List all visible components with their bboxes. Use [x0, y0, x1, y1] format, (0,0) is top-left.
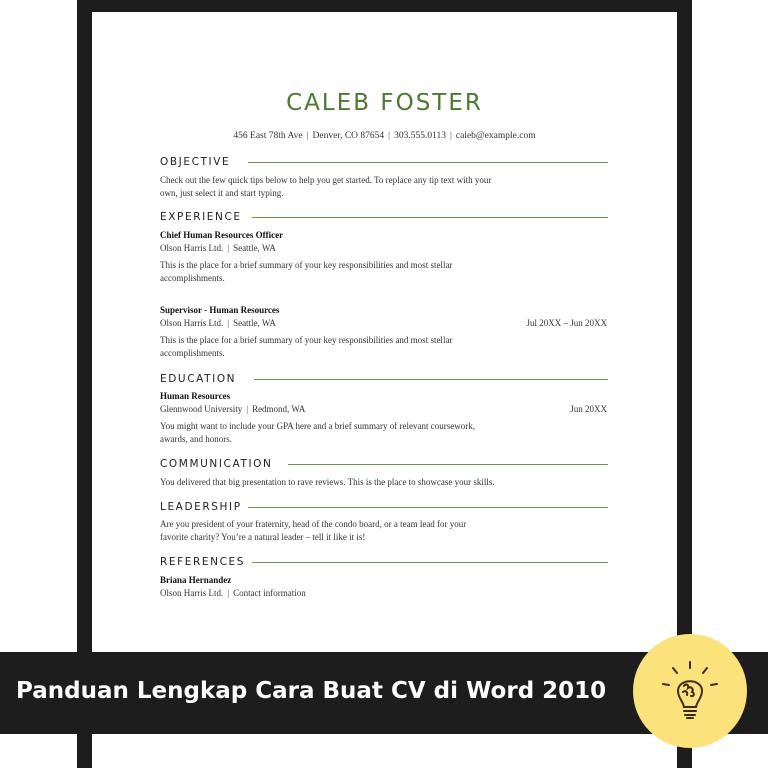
job-summary-line2: accomplishments. [160, 348, 225, 358]
contact-address: 456 East 78th Ave [233, 131, 303, 141]
section-title-objective: OBJECTIVE [160, 156, 231, 168]
reference-company-line [160, 588, 306, 598]
section-title-communication: COMMUNICATION [160, 458, 273, 470]
section-divider [248, 507, 608, 508]
job-company-line [160, 243, 276, 253]
job-location: Seattle, WA [233, 243, 276, 253]
section-title-leadership: LEADERSHIP [160, 501, 242, 513]
reference-detail: Contact information [233, 588, 306, 598]
leadership-text-line2: favorite charity? You’re a natural leader – tell it like it is! [160, 532, 366, 542]
education-school-line [160, 404, 305, 414]
education-dates: Jun 20XX [570, 404, 607, 414]
education-text-line2: awards, and honors. [160, 434, 232, 444]
lightbulb-brain-icon [633, 634, 747, 748]
resume-name: CALEB FOSTER [286, 90, 483, 116]
contact-line [92, 131, 677, 141]
education-separator: | [246, 404, 249, 414]
job-summary-line2: accomplishments. [160, 273, 225, 283]
section-divider [248, 162, 608, 163]
job-summary-line1: This is the place for a brief summary of your key responsibilities and most stellar [160, 260, 453, 270]
education-location: Redmond, WA [252, 404, 306, 414]
job-company: Olson Harris Ltd. [160, 243, 224, 253]
job-company: Olson Harris Ltd. [160, 318, 224, 328]
job-dates: Jul 20XX – Jun 20XX [526, 318, 607, 328]
section-divider [254, 379, 608, 380]
job-summary-line1: This is the place for a brief summary of your key responsibilities and most stellar [160, 335, 453, 345]
reference-separator: | [227, 588, 230, 598]
section-title-education: EDUCATION [160, 373, 237, 385]
education-text-line1: You might want to include your GPA here and a brief summary of relevant coursework, [160, 421, 475, 431]
section-communication-header [160, 458, 608, 470]
section-leadership-header [160, 501, 608, 513]
banner-title: Panduan Lengkap Cara Buat CV di Word 2010 [16, 678, 607, 704]
section-divider [252, 562, 608, 563]
frame-top-border [77, 0, 692, 12]
contact-city: Denver, CO 87654 [312, 131, 385, 141]
section-title-references: REFERENCES [160, 556, 246, 568]
contact-separator: | [449, 131, 452, 141]
job-company-line [160, 318, 276, 328]
section-references-header [160, 556, 608, 568]
resume-sheet [92, 12, 677, 652]
education-degree: Human Resources [160, 391, 231, 401]
section-objective-header [160, 156, 608, 168]
contact-separator: | [388, 131, 391, 141]
reference-name: Briana Hernandez [160, 575, 232, 585]
section-divider [288, 464, 608, 465]
section-education-header [160, 373, 608, 385]
objective-text-line2: own, just select it and start typing. [160, 188, 284, 198]
objective-text-line1: Check out the few quick tips below to help you get started. To replace any tip text with your [160, 175, 492, 185]
communication-text: You delivered that big presentation to rave reviews. This is the place to showcase your skills. [160, 477, 495, 487]
job-title: Chief Human Resources Officer [160, 230, 284, 240]
education-school: Glennwood University [160, 404, 243, 414]
contact-phone: 303.555.0113 [394, 131, 446, 141]
job-title: Supervisor - Human Resources [160, 305, 280, 315]
section-experience-header [160, 211, 608, 223]
job-location: Seattle, WA [233, 318, 276, 328]
section-divider [252, 217, 608, 218]
section-title-experience: EXPERIENCE [160, 211, 242, 223]
contact-email: caleb@example.com [455, 131, 536, 141]
leadership-text-line1: Are you president of your fraternity, head of the condo board, or a team lead for your [160, 519, 467, 529]
job-separator: | [227, 243, 230, 253]
job-separator: | [227, 318, 230, 328]
reference-company: Olson Harris Ltd. [160, 588, 224, 598]
contact-separator: | [306, 131, 309, 141]
